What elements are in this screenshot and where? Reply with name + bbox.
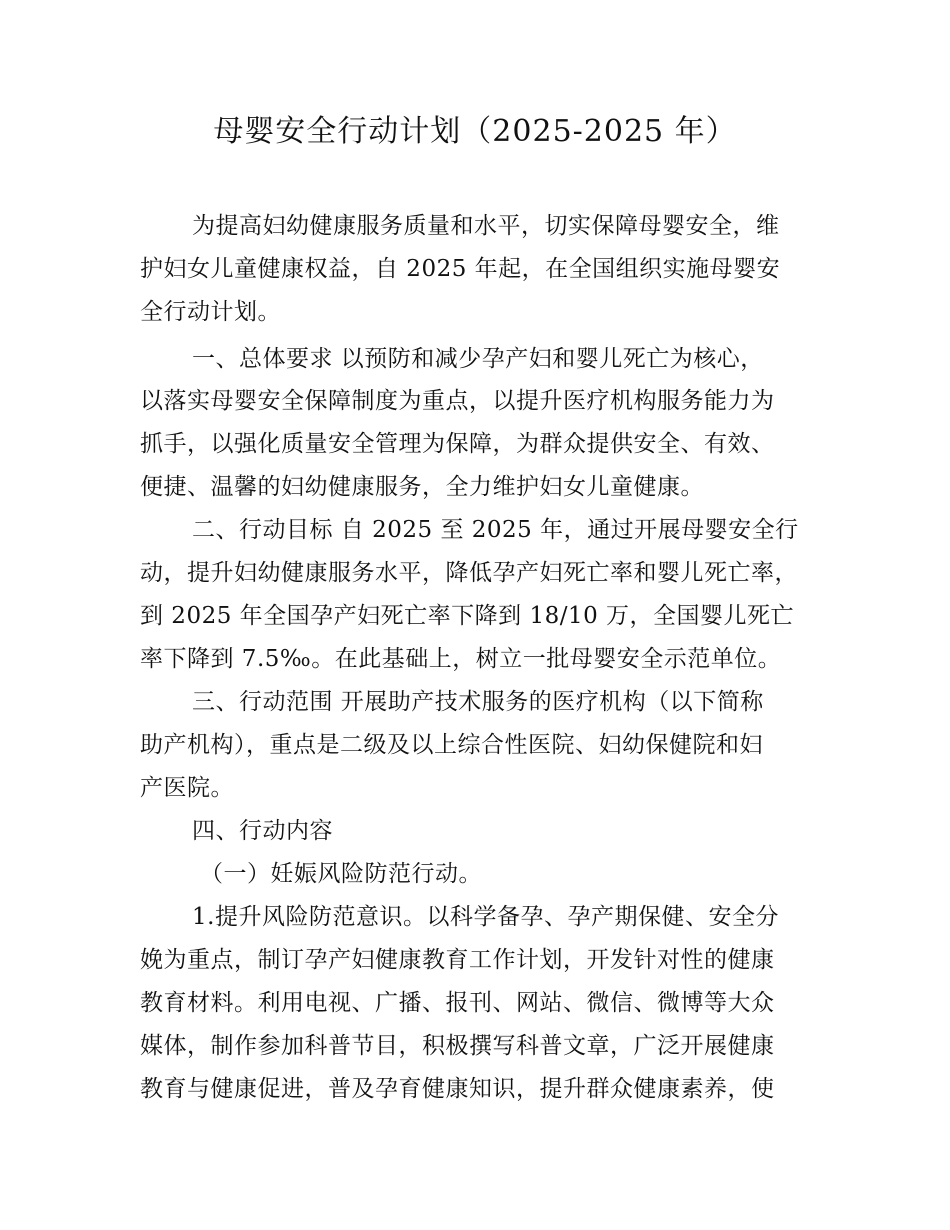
paragraph-line: 娩为重点，制订孕产妇健康教育工作计划，开发针对性的健康 — [140, 947, 775, 973]
paragraph-line: 全行动计划。 — [140, 299, 281, 325]
document-title: 母婴安全行动计划（2025-2025 年） — [213, 114, 737, 149]
section-heading-line: 四、行动内容 — [192, 818, 333, 844]
paragraph-line: 便捷、温馨的妇幼健康服务，全力维护妇女儿童健康。 — [140, 474, 704, 500]
paragraph-line: 1.提升风险防范意识。以科学备孕、孕产期保健、安全分 — [192, 904, 779, 930]
paragraph-line: 到 2025 年全国孕产妇死亡率下降到 18/10 万，全国婴儿死亡 — [140, 603, 795, 629]
section-heading-line: 二、行动目标 自 2025 至 2025 年，通过开展母婴安全行 — [192, 517, 799, 543]
paragraph-line: 助产机构），重点是二级及以上综合性医院、妇幼保健院和妇 — [140, 732, 763, 758]
paragraph-line: 教育与健康促进，普及孕育健康知识，提升群众健康素养，使 — [140, 1076, 775, 1102]
paragraph-line: 以落实母婴安全保障制度为重点，以提升医疗机构服务能力为 — [140, 388, 775, 414]
paragraph-line: 教育材料。利用电视、广播、报刊、网站、微信、微博等大众 — [140, 990, 775, 1016]
paragraph-line: 动，提升妇幼健康服务水平，降低孕产妇死亡率和婴儿死亡率， — [140, 560, 798, 586]
subsection-heading-line: （一）妊娠风险防范行动。 — [200, 861, 482, 887]
paragraph-line: 抓手，以强化质量安全管理为保障，为群众提供安全、有效、 — [140, 431, 775, 457]
section-heading-line: 三、行动范围 开展助产技术服务的医疗机构（以下简称 — [192, 689, 764, 715]
paragraph-line: 产医院。 — [140, 775, 234, 801]
section-heading-line: 一、总体要求 以预防和减少孕产妇和婴儿死亡为核心， — [192, 346, 764, 372]
paragraph-line: 护妇女儿童健康权益，自 2025 年起，在全国组织实施母婴安 — [140, 256, 781, 282]
paragraph-line: 率下降到 7.5‰。在此基础上，树立一批母婴安全示范单位。 — [140, 646, 782, 672]
paragraph-line: 媒体，制作参加科普节目，积极撰写科普文章，广泛开展健康 — [140, 1033, 775, 1059]
paragraph-line: 为提高妇幼健康服务质量和水平，切实保障母婴安全，维 — [192, 213, 780, 239]
